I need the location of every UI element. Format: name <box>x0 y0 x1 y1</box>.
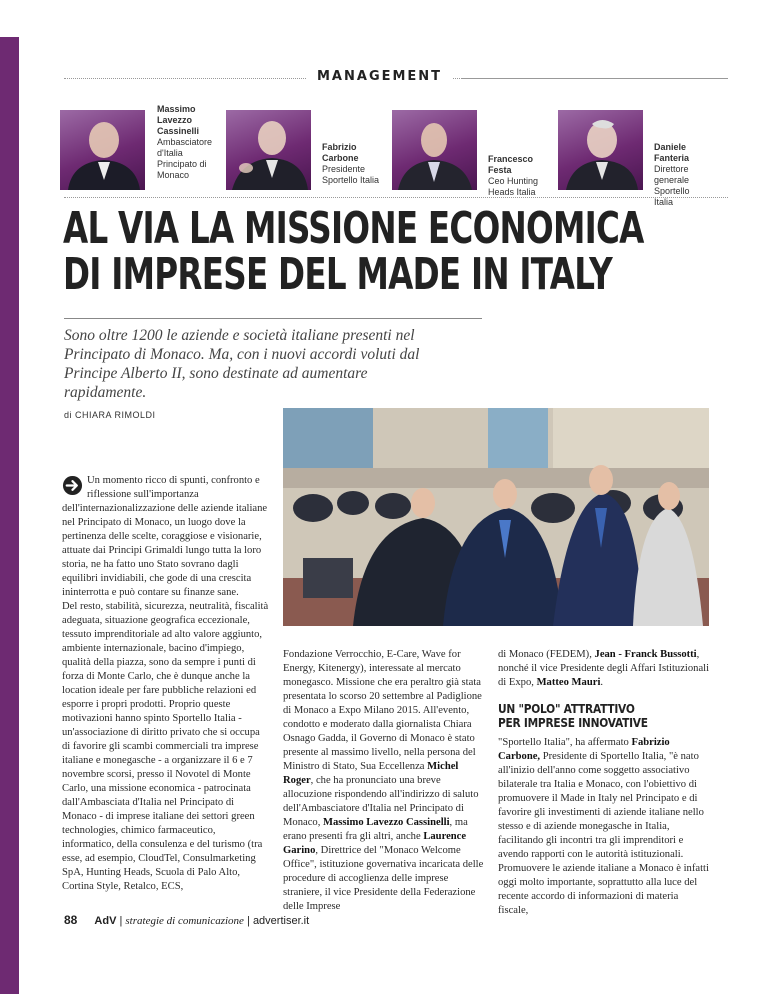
body-paragraph <box>498 648 710 690</box>
caption-role-line: Heads Italia <box>488 187 536 197</box>
footer-separator: | <box>247 915 250 927</box>
caption-role-line: Sportello Italia <box>322 175 380 185</box>
text-run: , Direttrice del "Monaco Welcome Office", istituzione governativa incaricata delle procedure di accoglienza delle imprese straniere, il vice Presidente della Federazione delle Imprese <box>283 845 484 912</box>
section-subtitle <box>498 702 702 730</box>
caption-role-line: generale <box>654 175 690 185</box>
text-run: di Monaco (FEDEM), <box>498 649 595 660</box>
caption-role-line: Principato di <box>157 159 207 169</box>
intro-paragraph: Un momento ricco di spunti, confronto e riflessione sull'importanza dell'internazionalizzazione delle aziende italiane nel Principato di Monaco, un luogo dove la pertinenza delle scelte, coraggiose e visionarie, attuate dai Principi Grimaldi lungo tutta la loro storia, ne ha fatto uno Stato sovrano dagli equilibri invidiabili, che gode di una crescita ininterrotta e può contare su finanze sane. <box>62 475 268 598</box>
person-name-bold: Matteo Mauri <box>536 677 601 688</box>
body-paragraph <box>283 648 485 914</box>
person-daniele <box>558 104 708 207</box>
section-rule <box>462 78 728 79</box>
caption-role-line: Monaco <box>157 170 190 180</box>
people-strip <box>60 104 708 207</box>
caption-role-line: Ceo Hunting <box>488 176 539 186</box>
person-name-bold: Laurence Garino <box>283 831 467 856</box>
body-column-1 <box>62 474 270 894</box>
person-fabrizio <box>226 104 386 190</box>
caption-name-line: Daniele Fanteria <box>654 142 690 163</box>
page-number: 88 <box>64 913 78 927</box>
caption-daniele <box>654 142 708 208</box>
caption-name-line: Fabrizio <box>322 142 357 152</box>
portrait-figure-icon <box>558 110 643 190</box>
person-name-bold: Michel Roger <box>283 761 459 786</box>
person-name-bold: Jean - Franck Bussotti <box>594 649 697 660</box>
caption-role-line: Ambasciatore <box>157 137 213 147</box>
text-run: Fondazione Verrocchio, E-Care, Wave for Energy, Kitenergy), interessate al mercato monegasco. Missione che era peraltro già stata presentata lo scorso 20 settembre al Padiglione di Monaco a Expo Milano 2015. All'evento, condotto e moderato dalla giornalista Chiara Osnago Gadda, il Governo di Monaco è stato presente al massimo livello, nella persona del Ministro di Stato, Sua Eccellenza <box>283 649 482 772</box>
portrait-figure-icon <box>392 110 477 190</box>
text-run: "Sportello Italia", ha affermato <box>498 737 632 748</box>
subtitle-line: UN "POLO" ATTRATTIVO <box>498 701 635 716</box>
headline <box>63 203 699 300</box>
portrait-photo <box>558 110 643 190</box>
portrait-figure-icon <box>226 110 311 190</box>
headline-line: AL VIA LA MISSIONE ECONOMICA <box>63 203 644 254</box>
person-name-bold: Fabrizio Carbone, <box>498 737 670 762</box>
portrait-figure-icon <box>60 110 145 190</box>
people-bottom-rule <box>64 197 728 198</box>
caption-role-line: Direttore <box>654 164 689 174</box>
subheadline: Sono oltre 1200 le aziende e società italiane presenti nel Principato di Monaco. Ma, con i nuovi accordi voluti dal Principe Alberto II, sono destinate ad aumentare rapidamente. <box>64 327 420 401</box>
caption-francesco <box>488 154 552 198</box>
accent-sidebar-bar <box>0 37 19 994</box>
subtitle-line: PER IMPRESE INNOVATIVE <box>498 715 648 730</box>
section-label: MANAGEMENT <box>307 69 452 84</box>
caption-massimo <box>157 104 212 181</box>
body-paragraph <box>498 736 710 918</box>
byline <box>64 410 156 420</box>
caption-name-line: Carbone <box>322 153 359 163</box>
page-footer <box>64 913 309 927</box>
caption-name-line: Lavezzo <box>157 115 193 125</box>
brand-mark: AdV <box>94 915 117 927</box>
portrait-photo <box>226 110 311 190</box>
caption-role-line: d'Italia <box>157 148 183 158</box>
text-run: , che ha pronunciato una breve allocuzione rispondendo all'indirizzo di saluto dell'Ambasciatore d'Italia nel Principato di Monaco, <box>283 775 479 828</box>
text-run: . <box>600 677 604 688</box>
person-massimo <box>60 104 220 190</box>
portrait-photo <box>392 110 477 190</box>
body-column-2 <box>283 648 485 914</box>
person-name-bold: Massimo Lavezzo Cassinelli <box>323 817 450 828</box>
text-run: , ma erano presenti fra gli altri, anche <box>283 817 468 842</box>
caption-role-line: Presidente <box>322 164 366 174</box>
portrait-photo <box>60 110 145 190</box>
caption-name-line: Cassinelli <box>157 126 200 136</box>
caption-name-line: Massimo <box>157 104 196 114</box>
headline-line: DI IMPRESE DEL MADE IN ITALY <box>63 249 612 300</box>
footer-separator: | <box>119 915 123 927</box>
conference-audience-image <box>283 408 709 626</box>
byline-author: CHIARA RIMOLDI <box>75 410 156 420</box>
arrow-right-circle-icon <box>62 475 83 496</box>
text-run: , nonché il vice Presidente degli Affari Istituzionali di Expo, <box>498 649 710 688</box>
byline-prefix: di <box>64 410 73 420</box>
conference-photo <box>283 408 709 626</box>
body-paragraph: Del resto, stabilità, sicurezza, neutralità, fiscalità adeguata, situazione geografica eccezionale, tessuto imprenditoriale ad alto valore aggiunto, ambiente internazionale, bacino d'impiego, qualità della piazza, sono da sempre i punti di forza di Monte Carlo, che è dunque anche la location ideale per fare pubbliche relazioni ed esporre i propri prodotti. Proprio queste motivazioni hanno spinto Sportello Italia - un'associazione di diritto privato che si occupa di favorire gli scambi commerciali tra imprese italiane e monegasche - a organizzare il 6 e 7 novembre scorsi, presso il Novotel di Monte Carlo, una missione economica - patrocinata dall'Ambasciata d'Italia nel Principato di Monaco - di imprese italiane dei settori green technologies, chimico farmaceutico, informatico, della consulenza e del turismo (tra esse, ad esempio, CloudTel, Consulmarketing SpA, Hunting Heads, Scuola di Palo Alto, Cortina Style, Retalco, ECS, <box>62 601 269 892</box>
footer-tagline: strategie di comunicazione <box>125 915 244 927</box>
caption-name-line: Francesco Festa <box>488 154 534 175</box>
body-column-3 <box>498 648 710 918</box>
text-run: Presidente di Sportello Italia, "è nato all'inizio dell'anno come soggetto associativo bilaterale tra Italia e Monaco, con l'obiettivo di promuovere il Made in Italy nel Principato e di favorire gli investimenti di aziende italiane nello stesso e di aziende monegasche in Italia, facilitando gli incontri tra gli imprenditori e avendo rapporti con le autorità istituzionali. Promuovere le aziende italiane a Monaco è infatti oggi molto importante, soprattutto alla luce del recente accordo di informazioni di materia fiscale, <box>498 751 709 916</box>
caption-fabrizio <box>322 142 379 186</box>
headline-rule <box>64 318 482 319</box>
person-francesco <box>392 104 552 197</box>
footer-site: advertiser.it <box>252 915 310 927</box>
caption-role-line: Sportello Italia <box>654 186 690 207</box>
